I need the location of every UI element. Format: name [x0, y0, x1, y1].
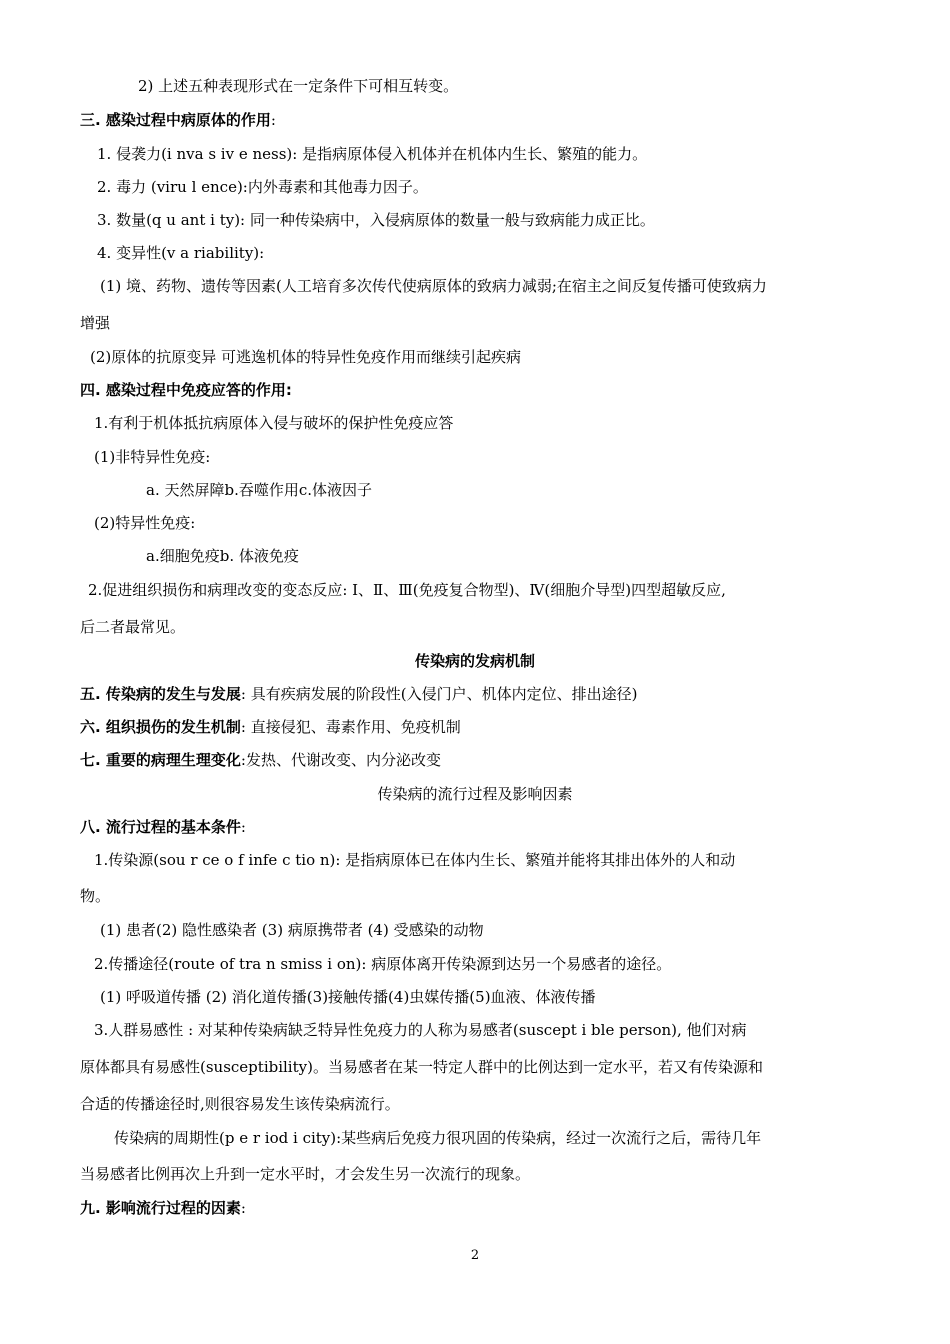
text-line: (2)原体的抗原变异 可逃逸机体的特异性免疫作用而继续引起疾病	[90, 348, 522, 366]
text-line: 1.有利于机体抵抗病原体入侵与破坏的保护性免疫应答	[94, 414, 454, 432]
section-heading-4: 四. 感染过程中免疫应答的作用:	[80, 381, 292, 399]
text-line: 3. 数量(q u ant i ty): 同一种传染病中，入侵病原体的数量一般与致病能力成正比。	[97, 211, 655, 229]
text-line: a. 天然屏障b.吞噬作用c.体液因子	[146, 481, 373, 499]
text-line: 4. 变异性(v a riability):	[97, 244, 265, 262]
text-line: 传染病的周期性(p e r iod i city):某些病后免疫力很巩固的传染病，经过一次流行之后，需待几年	[114, 1129, 762, 1147]
text-line: 增强	[80, 314, 111, 332]
text-line: (1) 患者(2) 隐性感染者 (3) 病原携带者 (4) 受感染的动物	[100, 921, 484, 939]
text-line: (1) 境、药物、遗传等因素(人工培育多次传代使病原体的致病力减弱;在宿主之间反复传播可使致病力	[100, 277, 767, 295]
heading-suffix: :	[240, 1199, 246, 1217]
heading-text: 七. 重要的病理生理变化	[80, 751, 241, 769]
text-line: (2)特异性免疫:	[94, 514, 196, 532]
text-line: 当易感者比例再次上升到一定水平时，才会发生另一次流行的现象。	[80, 1165, 531, 1183]
section-heading-7	[80, 750, 441, 770]
text-line: (1) 呼吸道传播 (2) 消化道传播(3)接触传播(4)虫媒传播(5)血液、体液传播	[100, 988, 596, 1006]
heading-text: 三. 感染过程中病原体的作用	[80, 111, 271, 129]
heading-suffix: :	[240, 818, 246, 836]
heading-text: 九. 影响流行过程的因素	[80, 1199, 241, 1217]
heading-description: :发热、代谢改变、内分泌改变	[240, 751, 441, 769]
text-line: 合适的传播途径时,则很容易发生该传染病流行。	[80, 1095, 400, 1113]
text-line: 2.促进组织损伤和病理改变的变态反应: Ⅰ、Ⅱ、Ⅲ(免疫复合物型)、Ⅳ(细胞介导型)四型超敏反应,	[88, 581, 726, 599]
heading-text: 五. 传染病的发生与发展	[80, 685, 241, 703]
text-line: 3.人群易感性 : 对某种传染病缺乏特异性免疫力的人称为易感者(suscept i ble person), 他们对病	[94, 1021, 747, 1039]
section-title: 传染病的发病机制	[414, 652, 535, 670]
section-heading-3	[80, 110, 276, 130]
text-line: 后二者最常见。	[80, 618, 186, 636]
section-heading-5	[80, 684, 637, 704]
text-line: 2) 上述五种表现形式在一定条件下可相互转变。	[138, 77, 459, 95]
section-heading-6	[80, 717, 461, 737]
heading-text: 六. 组织损伤的发生机制	[80, 718, 241, 736]
text-line: (1)非特异性免疫:	[94, 448, 211, 466]
text-line: 2.传播途径(route of tra n smiss i on): 病原体离开传染源到达另一个易感者的途径。	[94, 955, 672, 973]
text-line: 2. 毒力 (viru l ence):内外毒素和其他毒力因子。	[97, 178, 428, 196]
text-line: 原体都具有易感性(susceptibility)。当易感者在某一特定人群中的比例达到一定水平，若又有传染源和	[80, 1058, 763, 1076]
section-heading-8	[80, 817, 246, 837]
text-line: 1.传染源(sou r ce o f infe c tio n): 是指病原体已在体内生长、繁殖并能将其排出体外的人和动	[94, 851, 736, 869]
text-line: 物。	[80, 887, 111, 905]
text-line: a.细胞免疫b. 体液免疫	[146, 547, 299, 565]
heading-text: 八. 流行过程的基本条件	[80, 818, 241, 836]
heading-description: : 具有疾病发展的阶段性(入侵门户、机体内定位、排出途径)	[240, 685, 638, 703]
section-heading-9	[80, 1198, 246, 1218]
text-line: 1. 侵袭力(i nva s iv e ness): 是指病原体侵入机体并在机体内生长、繁殖的能力。	[97, 145, 648, 163]
heading-description: : 直接侵犯、毒素作用、免疫机制	[240, 718, 461, 736]
section-title: 传染病的流行过程及影响因素	[377, 785, 573, 803]
heading-suffix: :	[270, 111, 276, 129]
page-number: 2	[470, 1248, 480, 1263]
